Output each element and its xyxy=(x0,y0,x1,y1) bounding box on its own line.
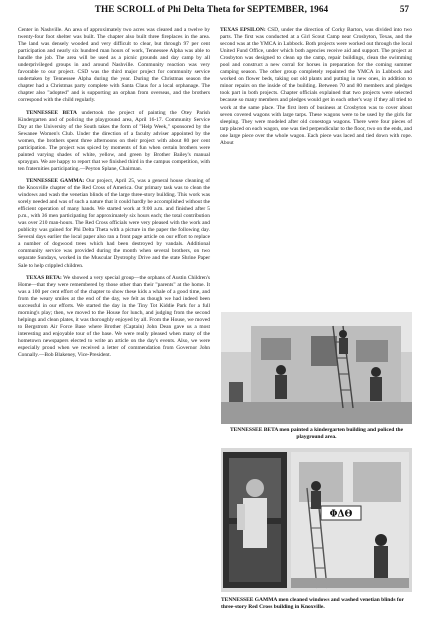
kindergarten-painting-image xyxy=(221,312,412,424)
running-title: THE SCROLL of Phi Delta Theta for SEPTEMBER, 1964 xyxy=(94,4,329,14)
photo-caption-tennessee-beta: TENNESSEE BETA men painted a kindergarten building and policed the playground area. xyxy=(229,427,404,440)
chapter-name: TEXAS BETA: xyxy=(26,274,62,281)
chapter-name: TENNESSEE GAMMA: xyxy=(26,177,85,184)
paragraph-body: We showed a very special group—the orphans of Austin Children's Home—that they were remembered by those other than their "parents" at the home. It was a 100 per cent effort of the chapter to show these kids a whale of a good time, and from the weary smiles at the end of the day, we felt as though we had indeed been successful in our efforts. We started the day in the Tiny Tot Kiddie Park for a full morning's play; then, we moved to the House for lunch, and judging from the second helpings and clean plates, it was thoroughly enjoyed by all. From the House, we moved to Bergstrom Air Force Base where Brother (Captain) John Dean gave us a most interesting and enjoyable tour of the base. We were really pleased when many of the hometown newspapers elected to write an article on the day's events. Also, we were especially proud when we received a letter of commendation from Governor John Connally.—Bob Blakeney, Vice-President. xyxy=(18,274,210,359)
photo-kindergarten xyxy=(221,312,412,424)
paragraph-body: CSD, under the direction of Corky Barton, was divided into two parts. The first was conducted at a Girl Scout Camp near Crosbyton, Texas, and the second was at the YMCA in Lubbock. Both projects were worked out through the local United Fund Office, under which both agencies receive aid and support. The project at Crosbyton was designed to clean up the camp, repair buildings, clean the swimming pool and construct a new corral for horses in preparation for the coming summer camping season. The other group completely repainted the YMCA in Lubbock and worked on flower beds, taking out old plants and putting in new ones, in addition to minor repairs on the inside of the building. Between 70 and 80 members and pledges took part in both projects. Chapter officials explained that two projects were selected because so many members and pledges would get in each other's way if they all tried to work at the same place. The first item of business at Crosbyton was to cover about seven covered wagons with large tarps. These wagons were to be used by the girls for sleeping. They were modeled after old conestoga wagons. There were four pieces of tarp placed on each wagon, one was tied perpendicular to the floor, two on the ends, and one large piece over the whole wagon. Each piece was laced and tied down with rope. About xyxy=(220,27,412,146)
texas-epsilon-paragraph xyxy=(220,27,412,147)
tennessee-beta-paragraph xyxy=(18,110,210,173)
chapter-name: TEXAS EPSILON: xyxy=(220,27,266,33)
tennessee-alpha-paragraph: Center in Nashville. An area of approximately two acres was cleared and a twelve by twenty-four foot shelter was built. The chapter also built three fireplaces in the area. The land was densely wooded and very difficult to clear, but through 97 per cent participation and nearly six hundred man hours of work, Tennessee Alpha was able to handle the job. The area will be used as a picnic grounds and day camp by all underprivileged groups in and around Nashville. Community reaction was very favorable to our project. CSD was the third major project for community service undertaken by Tennessee Alpha during the year. During the Christmas season the chapter had a Christmas party complete with Santa Claus for a local orphanage. The chapter also "adopted" and is supporting an orphan from overseas, and the brothers correspond with the child regularly. xyxy=(18,27,210,104)
sign-greek-letters: ΦΔΘ xyxy=(329,509,353,520)
left-column xyxy=(18,27,210,362)
paragraph-body: Our project, April 25, was a general house cleaning of the Knoxville chapter of the Red Cross of America. Our primary task was to clean the windows and wash the venetian blinds of the large three-story building. This work was sorely needed and was of such a nature that it could hardly be accomplished without the efficient operation of many hands. We started work at 9:00 a.m. and finished after 5 p.m., with 36 men participating for approximately six hours each; the total contribution was over 210 man-hours. The Red Cross officials were very pleased with the work and publicity was gained for Phi Delta Theta with a picture in the paper the following day. Several days earlier the local paper also ran a front page article on our effort to replace a number of dogwood trees which had been destroyed by vandals. Additional community service was provided during the month when several brothers, on two separate Sundays, worked in the Muscular Dystrophy Drive and the state Shrine Paper Sale to help crippled children. xyxy=(18,177,210,269)
chapter-name: TENNESSEE BETA xyxy=(26,109,77,116)
right-column xyxy=(220,27,412,150)
tennessee-gamma-paragraph xyxy=(18,178,210,270)
page-number: 57 xyxy=(399,4,409,14)
photo-caption-tennessee-gamma: TENNESSEE GAMMA men cleaned windows and washed venetian blinds for three-story Red Cross building in Knoxville. xyxy=(221,597,404,610)
photo-red-cross xyxy=(221,448,412,592)
page-header xyxy=(0,4,423,18)
texas-beta-paragraph xyxy=(18,275,210,360)
paragraph-body: undertook the project of painting the Otey Parish Kindergarten and of policing the playground area, April 16-17. Community Service Day at the University of the South takes the form of "Help Week," sponsored by the Sewanee Women's Club. Under the direction of a faculty adviser appointed by the women, the brothers spent three afternoons on their project with about 80 per cent participation. The project was spiced by moments of fun when certain brothers were painted varying shades of white, yellow, and green by Brother Bailey's manual spraygun. We are happy to report that we finished third in the campus competition, with ten fraternities participating.—Peyton Splane, Chairman. xyxy=(18,109,210,172)
red-cross-windows-image xyxy=(221,448,412,592)
